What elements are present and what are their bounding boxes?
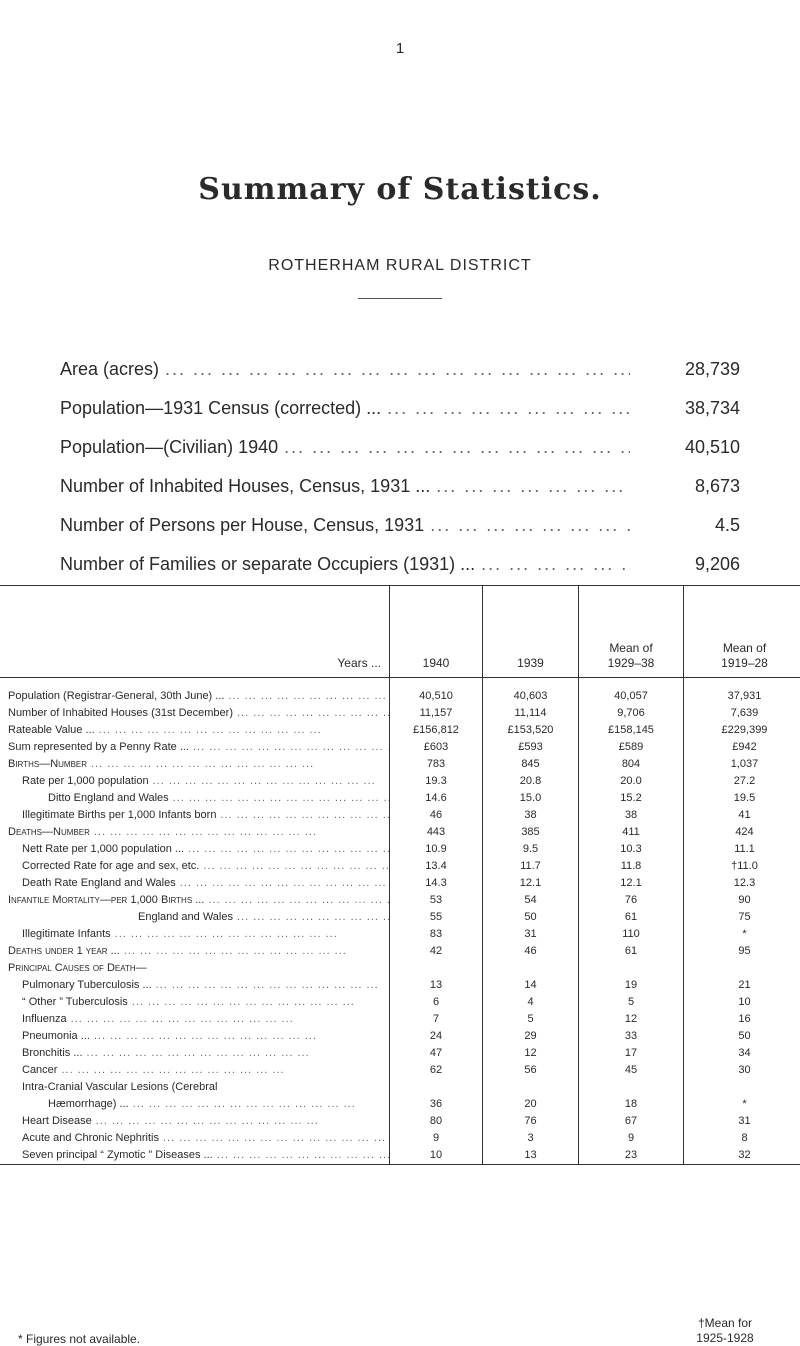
table-row — [0, 1130, 800, 1147]
table-row — [0, 892, 800, 909]
value-cell: 5 — [483, 1011, 579, 1028]
value-cell: 90 — [684, 892, 800, 909]
value-cell: 56 — [483, 1062, 579, 1079]
value-cell: 61 — [579, 909, 684, 926]
row-label-cell — [0, 1028, 390, 1045]
row-label-wrap — [8, 1062, 389, 1079]
leader-dots — [61, 1062, 389, 1079]
leader-dots — [159, 359, 630, 380]
value-cell: 14.3 — [390, 875, 483, 892]
row-label-wrap — [8, 739, 389, 756]
value-cell: 34 — [684, 1045, 800, 1062]
value-cell: 27.2 — [684, 773, 800, 790]
row-label-cell — [0, 1045, 390, 1062]
row-label: Cancer — [22, 1064, 58, 1076]
value-cell: £153,520 — [483, 722, 579, 739]
value-cell: 385 — [483, 824, 579, 841]
leader-dots — [278, 437, 630, 458]
row-label-cell — [0, 875, 390, 892]
row-label-wrap — [8, 875, 389, 892]
row-label-cell — [0, 824, 390, 841]
value-cell: 845 — [483, 756, 579, 773]
value-cell: 443 — [390, 824, 483, 841]
row-label-cell — [0, 773, 390, 790]
value-cell: 61 — [579, 943, 684, 960]
table-row — [0, 790, 800, 807]
row-label: Illegitimate Births per 1,000 Infants born — [22, 809, 217, 821]
row-label-cell — [0, 960, 390, 977]
header-mean-1919-28-text: Mean of 1919–28 — [721, 641, 768, 670]
value-cell: 7,639 — [684, 705, 800, 722]
row-label: Births—Number — [8, 758, 88, 770]
value-cell: 40,603 — [483, 678, 579, 706]
value-cell: 38 — [579, 807, 684, 824]
value-cell: 10.9 — [390, 841, 483, 858]
table-row — [0, 756, 800, 773]
table-row — [0, 1045, 800, 1062]
row-label: Influenza — [22, 1013, 67, 1025]
value-cell: 13 — [390, 977, 483, 994]
leader-dots — [96, 1113, 389, 1130]
row-label: Bronchitis ... — [22, 1047, 83, 1059]
row-label-wrap — [8, 977, 389, 994]
value-cell: 76 — [579, 892, 684, 909]
table-row — [0, 841, 800, 858]
table-row — [0, 773, 800, 790]
row-label-cell — [0, 722, 390, 739]
row-label-cell — [0, 1079, 390, 1096]
value-cell: * — [684, 926, 800, 943]
leader-dots — [133, 1096, 389, 1113]
value-cell: 411 — [579, 824, 684, 841]
value-cell: 24 — [390, 1028, 483, 1045]
row-label-wrap — [8, 773, 389, 790]
value-cell: * — [684, 1096, 800, 1113]
value-cell: 804 — [579, 756, 684, 773]
value-cell: 20 — [483, 1096, 579, 1113]
row-label-wrap — [8, 688, 389, 705]
row-label-wrap — [8, 994, 389, 1011]
value-cell — [684, 1079, 800, 1096]
row-label-cell — [0, 790, 390, 807]
leader-dots — [91, 756, 389, 773]
row-label-cell — [0, 807, 390, 824]
value-cell: 10 — [684, 994, 800, 1011]
leader-dots — [188, 841, 389, 858]
value-cell — [579, 1079, 684, 1096]
row-label: England and Wales — [138, 911, 233, 923]
value-cell: 3 — [483, 1130, 579, 1147]
row-label: Death Rate England and Wales — [22, 877, 176, 889]
row-label: Rate per 1,000 population — [22, 775, 149, 787]
summary-item — [60, 515, 740, 554]
header-1940: 1940 — [390, 586, 483, 678]
leader-dots — [237, 909, 389, 926]
value-cell: £603 — [390, 739, 483, 756]
row-label-cell — [0, 926, 390, 943]
table-row — [0, 705, 800, 722]
footnote-mean-line1: †Mean for — [697, 1316, 753, 1330]
row-label-cell — [0, 1130, 390, 1147]
row-label-cell — [0, 841, 390, 858]
value-cell: 46 — [483, 943, 579, 960]
value-cell: 37,931 — [684, 678, 800, 706]
row-label-wrap — [8, 1079, 389, 1096]
value-cell: 9,706 — [579, 705, 684, 722]
value-cell: 14.6 — [390, 790, 483, 807]
row-label-wrap — [8, 756, 389, 773]
summary-item — [60, 359, 740, 398]
summary-value: 4.5 — [714, 515, 740, 535]
value-cell: 75 — [684, 909, 800, 926]
leader-dots — [220, 807, 389, 824]
row-label-cell — [0, 756, 390, 773]
summary-label: Number of Families or separate Occupiers (1931) ... — [60, 554, 476, 574]
value-cell: 80 — [390, 1113, 483, 1130]
value-cell: 424 — [684, 824, 800, 841]
row-label-cell — [0, 909, 390, 926]
row-label-wrap — [8, 1147, 389, 1164]
value-cell: 40,057 — [579, 678, 684, 706]
page-title: Summary of Statistics. — [198, 172, 602, 207]
value-cell: 29 — [483, 1028, 579, 1045]
table-row — [0, 824, 800, 841]
leader-dots — [208, 892, 389, 909]
row-label-wrap — [8, 824, 389, 841]
leader-dots — [430, 476, 630, 497]
summary-label: Population—1931 Census (corrected) ... — [60, 398, 382, 418]
row-label: Hæmorrhage) ... — [48, 1098, 129, 1110]
row-label: Population (Registrar-General, 30th June) ... — [8, 690, 225, 702]
leader-dots — [193, 739, 389, 756]
row-label-cell — [0, 977, 390, 994]
leader-dots — [217, 1147, 389, 1164]
value-cell: 7 — [390, 1011, 483, 1028]
value-cell: 32 — [684, 1147, 800, 1165]
row-label-wrap — [8, 858, 389, 875]
table-row — [0, 1147, 800, 1165]
row-label-cell — [0, 1113, 390, 1130]
value-cell — [390, 1079, 483, 1096]
table-row — [0, 858, 800, 875]
leader-dots — [228, 688, 389, 705]
value-cell: 47 — [390, 1045, 483, 1062]
value-cell: 41 — [684, 807, 800, 824]
leader-dots — [173, 790, 389, 807]
leader-dots — [94, 1028, 389, 1045]
row-label: Pulmonary Tuberculosis ... — [22, 979, 152, 991]
value-cell: 50 — [684, 1028, 800, 1045]
value-cell: 95 — [684, 943, 800, 960]
value-cell: 14 — [483, 977, 579, 994]
value-cell: 19.5 — [684, 790, 800, 807]
leader-dots — [132, 994, 389, 1011]
table-header-row — [0, 586, 800, 678]
row-label-wrap — [8, 909, 389, 926]
leader-dots — [153, 773, 389, 790]
value-cell — [579, 960, 684, 977]
row-label-wrap — [8, 1011, 389, 1028]
value-cell: 110 — [579, 926, 684, 943]
value-cell: 12 — [579, 1011, 684, 1028]
value-cell: 11,114 — [483, 705, 579, 722]
row-label: Ditto England and Wales — [48, 792, 169, 804]
table-row — [0, 807, 800, 824]
row-label-wrap — [8, 705, 389, 722]
leader-dots — [163, 1130, 389, 1147]
summary-value: 28,739 — [684, 359, 740, 379]
leader-dots — [99, 722, 389, 739]
row-label-cell — [0, 1096, 390, 1113]
table-row — [0, 977, 800, 994]
table-row — [0, 1096, 800, 1113]
row-label: Intra-Cranial Vascular Lesions (Cerebral — [22, 1081, 218, 1093]
summary-value: 40,510 — [684, 437, 740, 457]
footnote-mean-period — [680, 1316, 770, 1346]
row-label-cell — [0, 1147, 390, 1165]
leader-dots — [381, 398, 630, 419]
value-cell: 31 — [483, 926, 579, 943]
row-label: Seven principal “ Zymotic ” Diseases ... — [22, 1149, 213, 1161]
row-label: Acute and Chronic Nephritis — [22, 1132, 159, 1144]
row-label-wrap — [8, 1096, 389, 1113]
value-cell: 54 — [483, 892, 579, 909]
footnote-mean-line2: 1925-1928 — [696, 1331, 754, 1345]
row-label: Principal Causes of Death— — [8, 962, 147, 974]
value-cell — [390, 960, 483, 977]
value-cell: 20.8 — [483, 773, 579, 790]
row-label: Illegitimate Infants — [22, 928, 111, 940]
value-cell: 5 — [579, 994, 684, 1011]
row-label-wrap — [8, 1130, 389, 1147]
row-label-cell — [0, 739, 390, 756]
row-label-wrap — [8, 1113, 389, 1130]
value-cell: 42 — [390, 943, 483, 960]
leader-dots — [115, 926, 389, 943]
leader-dots — [71, 1011, 389, 1028]
table-row — [0, 722, 800, 739]
header-mean-1919-28 — [684, 586, 800, 678]
table-row — [0, 678, 800, 706]
value-cell: 16 — [684, 1011, 800, 1028]
value-cell: 40,510 — [390, 678, 483, 706]
summary-label: Population—(Civilian) 1940 — [60, 437, 279, 457]
value-cell: 9 — [390, 1130, 483, 1147]
header-mean-1929-38-text: Mean of 1929–38 — [607, 641, 655, 670]
row-label-cell — [0, 858, 390, 875]
value-cell: 23 — [579, 1147, 684, 1165]
value-cell: 10 — [390, 1147, 483, 1165]
row-label-wrap — [8, 892, 389, 909]
page-number: 1 — [395, 40, 405, 57]
value-cell: 15.2 — [579, 790, 684, 807]
table-row — [0, 1113, 800, 1130]
table-row — [0, 943, 800, 960]
row-label: Deaths—Number — [8, 826, 90, 838]
value-cell: £229,399 — [684, 722, 800, 739]
row-label-cell — [0, 678, 390, 706]
value-cell: 783 — [390, 756, 483, 773]
value-cell: 31 — [684, 1113, 800, 1130]
row-label: Rateable Value ... — [8, 724, 95, 736]
leader-dots — [237, 705, 389, 722]
table-row — [0, 994, 800, 1011]
summary-label: Area (acres) — [60, 359, 160, 379]
value-cell: 45 — [579, 1062, 684, 1079]
value-cell: 17 — [579, 1045, 684, 1062]
row-label: Sum represented by a Penny Rate ... — [8, 741, 189, 753]
value-cell: 38 — [483, 807, 579, 824]
value-cell: 67 — [579, 1113, 684, 1130]
value-cell: 11,157 — [390, 705, 483, 722]
leader-dots — [156, 977, 389, 994]
value-cell: 12.1 — [483, 875, 579, 892]
table-row — [0, 926, 800, 943]
value-cell: £593 — [483, 739, 579, 756]
value-cell: 1,037 — [684, 756, 800, 773]
row-label-wrap — [8, 807, 389, 824]
value-cell: 20.0 — [579, 773, 684, 790]
row-label-cell — [0, 1062, 390, 1079]
row-label-wrap — [8, 841, 389, 858]
leader-dots — [203, 858, 389, 875]
value-cell: 83 — [390, 926, 483, 943]
value-cell: 10.3 — [579, 841, 684, 858]
row-label-wrap — [8, 722, 389, 739]
value-cell: 12.1 — [579, 875, 684, 892]
value-cell: 19.3 — [390, 773, 483, 790]
leader-dots — [124, 943, 389, 960]
value-cell: 12.3 — [684, 875, 800, 892]
row-label-wrap — [8, 926, 389, 943]
summary-value: 8,673 — [694, 476, 740, 496]
row-label-cell — [0, 994, 390, 1011]
table-row — [0, 1011, 800, 1028]
summary-item — [60, 476, 740, 515]
row-label-wrap — [8, 943, 389, 960]
value-cell: 46 — [390, 807, 483, 824]
leader-dots — [424, 515, 630, 536]
value-cell: 19 — [579, 977, 684, 994]
row-label: Deaths under 1 year ... — [8, 945, 120, 957]
row-label: Infantile Mortality—per 1,000 Births ... — [8, 894, 205, 906]
value-cell: £589 — [579, 739, 684, 756]
title-divider — [358, 298, 442, 299]
summary-label: Number of Inhabited Houses, Census, 1931 ... — [60, 476, 431, 496]
header-1939: 1939 — [483, 586, 579, 678]
table-row — [0, 960, 800, 977]
value-cell: 21 — [684, 977, 800, 994]
value-cell — [483, 960, 579, 977]
value-cell: 8 — [684, 1130, 800, 1147]
value-cell: 36 — [390, 1096, 483, 1113]
summary-list — [60, 359, 740, 593]
row-label: Nett Rate per 1,000 population ... — [22, 843, 185, 855]
leader-dots — [87, 1045, 389, 1062]
district-heading: ROTHERHAM RURAL DISTRICT — [268, 257, 532, 274]
summary-value: 9,206 — [694, 554, 740, 574]
row-label: Corrected Rate for age and sex, etc. — [22, 860, 200, 872]
header-years: Years ... — [0, 586, 390, 678]
summary-value: 38,734 — [684, 398, 740, 418]
leader-dots — [475, 554, 630, 575]
row-label-cell — [0, 892, 390, 909]
row-label-cell — [0, 705, 390, 722]
value-cell: 9 — [579, 1130, 684, 1147]
value-cell: 30 — [684, 1062, 800, 1079]
row-label: Heart Disease — [22, 1115, 92, 1127]
table-row — [0, 1028, 800, 1045]
row-label-wrap — [8, 1028, 389, 1045]
value-cell: 11.1 — [684, 841, 800, 858]
value-cell: 55 — [390, 909, 483, 926]
table-row — [0, 1062, 800, 1079]
value-cell: 6 — [390, 994, 483, 1011]
header-mean-1929-38 — [579, 586, 684, 678]
row-label-cell — [0, 943, 390, 960]
row-label: “ Other ” Tuberculosis — [22, 996, 128, 1008]
value-cell: 50 — [483, 909, 579, 926]
footnote-not-available: * Figures not available. — [18, 1332, 141, 1346]
value-cell: £158,145 — [579, 722, 684, 739]
value-cell: 15.0 — [483, 790, 579, 807]
row-label: Pneumonia ... — [22, 1030, 90, 1042]
value-cell — [483, 1079, 579, 1096]
value-cell: 76 — [483, 1113, 579, 1130]
row-label-cell — [0, 1011, 390, 1028]
statistics-table — [0, 585, 800, 1165]
value-cell: 12 — [483, 1045, 579, 1062]
row-label: Number of Inhabited Houses (31st December) — [8, 707, 233, 719]
value-cell: 18 — [579, 1096, 684, 1113]
value-cell: 33 — [579, 1028, 684, 1045]
value-cell: 9.5 — [483, 841, 579, 858]
value-cell: 4 — [483, 994, 579, 1011]
value-cell: 62 — [390, 1062, 483, 1079]
table-row — [0, 739, 800, 756]
table-row — [0, 909, 800, 926]
value-cell: £156,812 — [390, 722, 483, 739]
row-label-wrap — [8, 1045, 389, 1062]
value-cell: †11.0 — [684, 858, 800, 875]
row-label-wrap — [8, 960, 389, 977]
summary-item — [60, 437, 740, 476]
value-cell: 53 — [390, 892, 483, 909]
table-row — [0, 875, 800, 892]
value-cell: 11.7 — [483, 858, 579, 875]
table-body — [0, 678, 800, 1165]
summary-label: Number of Persons per House, Census, 1931 — [60, 515, 425, 535]
value-cell: 13 — [483, 1147, 579, 1165]
row-label-wrap — [8, 790, 389, 807]
summary-item — [60, 398, 740, 437]
value-cell — [684, 960, 800, 977]
table-row — [0, 1079, 800, 1096]
value-cell: 11.8 — [579, 858, 684, 875]
value-cell: 13.4 — [390, 858, 483, 875]
value-cell: £942 — [684, 739, 800, 756]
leader-dots — [180, 875, 389, 892]
leader-dots — [94, 824, 389, 841]
